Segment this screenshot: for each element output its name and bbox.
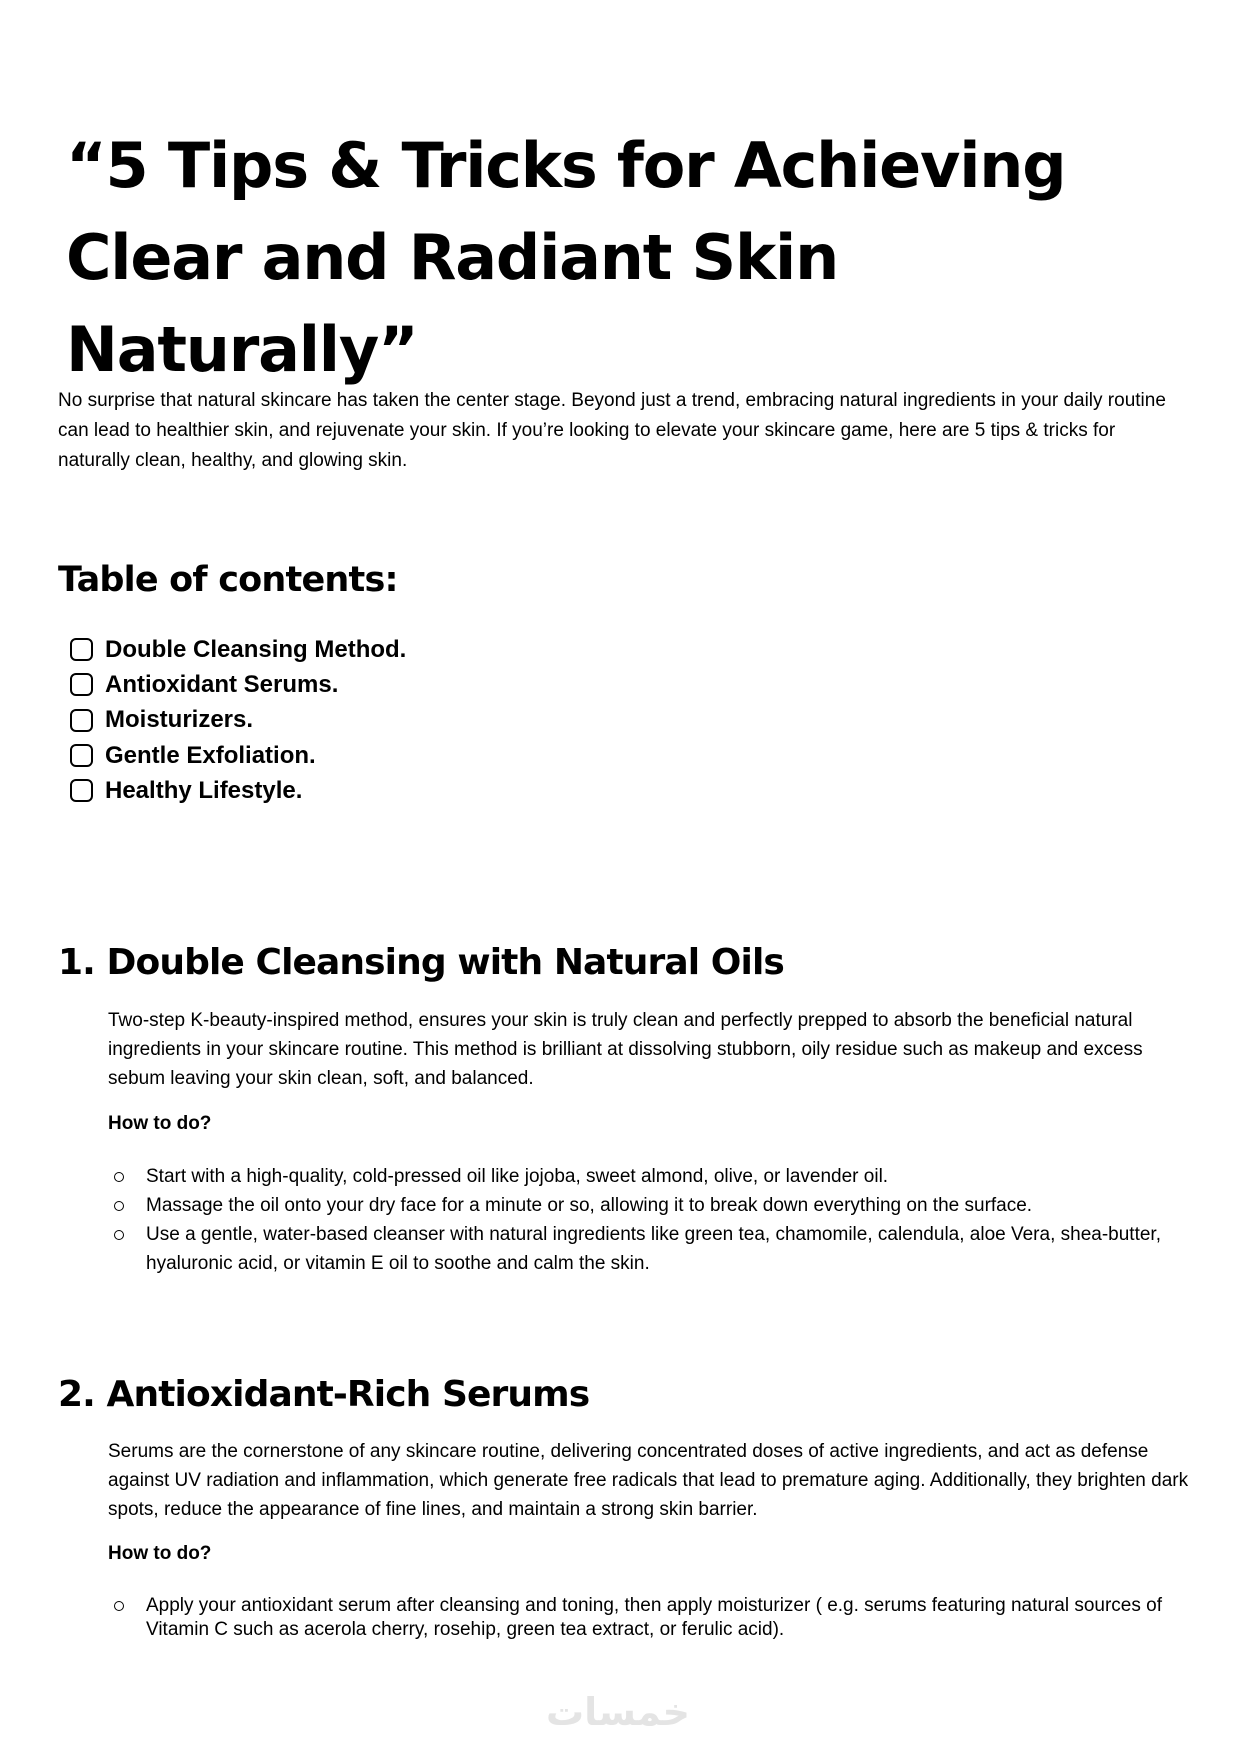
title-line-1: “5 Tips & Tricks for Achieving [66,129,1066,202]
section-2-paragraph: Serums are the cornerstone of any skincare routine, delivering concentrated doses of active ingredients, and act as defense against UV radiation and inflammation, which generate free radicals that lead to premature aging. Additionally, they brighten dark spots, reduce the appearance of fine lines, and maintain a strong skin barrier. [108,1441,1189,1520]
toc-heading: Table of contents: [58,560,398,600]
toc-list [70,632,406,808]
toc-item-label: Antioxidant Serums. [105,670,339,698]
watermark-logo: خمسات [546,1690,690,1734]
toc-item-label: Healthy Lifestyle. [105,776,303,804]
toc-item [70,738,406,773]
list-item [112,1220,1197,1278]
title-line-2: Clear and Radiant Skin Naturally” [66,221,839,386]
list-item [112,1191,1197,1220]
checkbox-icon [70,709,93,732]
circle-bullet-icon [114,1601,124,1611]
section-2-bullets [112,1594,1197,1642]
toc-item [70,667,406,702]
circle-bullet-icon [114,1172,124,1182]
bullet-text: Use a gentle, water-based cleanser with natural ingredients like green tea, chamomile, calendula, aloe Vera, shea-butter, hyaluronic acid, or vitamin E oil to soothe and calm the skin. [146,1224,1161,1274]
page-title [66,120,1186,396]
toc-item [70,703,406,738]
toc-item-label: Gentle Exfoliation. [105,741,316,769]
toc-item-label: Double Cleansing Method. [105,635,407,663]
bullet-text: Massage the oil onto your dry face for a minute or so, allowing it to break down everything on the surface. [146,1195,1033,1216]
list-item [112,1162,1197,1191]
intro-paragraph: No surprise that natural skincare has taken the center stage. Beyond just a trend, embracing natural ingredients in your daily routine can lead to healthier skin, and rejuvenate your skin. If you’re looking to elevate your skincare game, here are 5 tips & tricks for naturally clean, healthy, and glowing skin. [58,390,1166,471]
section-1-bullets [112,1162,1197,1278]
circle-bullet-icon [114,1230,124,1240]
toc-item [70,773,406,808]
toc-item-label: Moisturizers. [105,706,254,734]
section-2-heading: 2. Antioxidant-Rich Serums [58,1374,590,1415]
checkbox-icon [70,779,93,802]
bullet-text: Start with a high-quality, cold-pressed oil like jojoba, sweet almond, olive, or lavender oil. [146,1166,889,1187]
checkbox-icon [70,744,93,767]
section-1-heading: 1. Double Cleansing with Natural Oils [58,942,784,983]
toc-item [70,632,406,667]
circle-bullet-icon [114,1201,124,1211]
section-1-howto: How to do? [108,1113,212,1134]
bullet-text: Apply your antioxidant serum after cleansing and toning, then apply moisturizer ( e.g. serums featuring natural sources of Vitamin C such as acerola cherry, rosehip, green tea extract, or ferulic acid). [146,1595,1162,1640]
checkbox-icon [70,673,93,696]
checkbox-icon [70,638,93,661]
section-2-howto: How to do? [108,1543,212,1564]
list-item [112,1594,1197,1642]
section-1-paragraph: Two-step K-beauty-inspired method, ensures your skin is truly clean and perfectly prepped to absorb the beneficial natural ingredients in your skincare routine. This method is brilliant at dissolving stubborn, oily residue such as makeup and excess sebum leaving your skin clean, soft, and balanced. [108,1010,1143,1089]
